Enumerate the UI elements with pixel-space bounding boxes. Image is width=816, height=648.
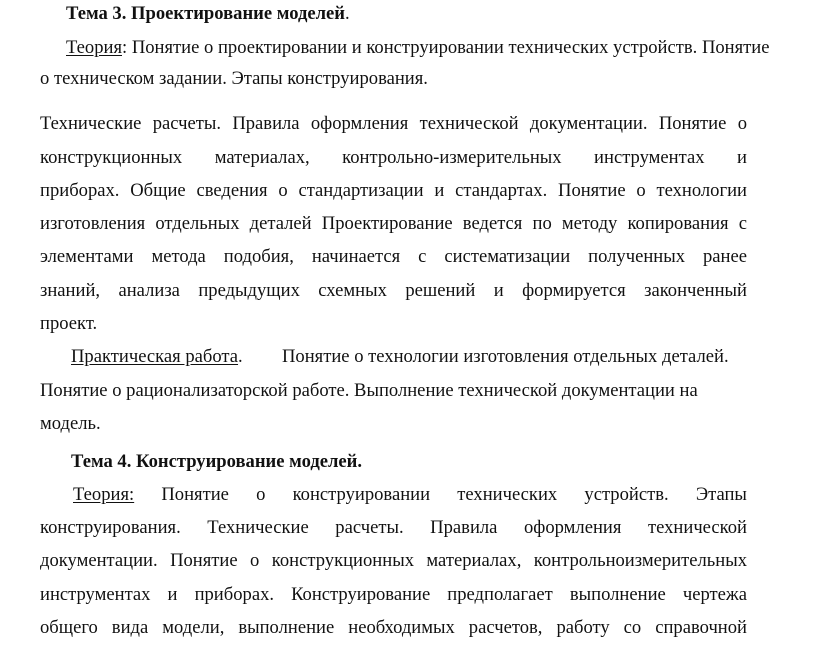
topic3-theory-text: Понятие о проектировании и конструировании технических устройств. Понятие	[127, 37, 770, 58]
topic4-body-line: документации. Понятие о конструкционных материалах, контрольноизмерительных	[40, 550, 747, 571]
topic3-heading-period: .	[345, 3, 350, 24]
topic4-heading: Тема 4. Конструирование моделей.	[71, 451, 363, 472]
topic3-body-line: элементами метода подобия, начинается с систематизации полученных ранее	[40, 246, 747, 267]
topic3-practice-dot: .	[238, 346, 243, 367]
topic4-theory-word: устройств.	[584, 484, 669, 505]
topic4-theory-word: Этапы	[695, 484, 747, 505]
topic3-body-line: знаний, анализа предыдущих схемных решений и формируется законченный	[40, 280, 747, 301]
topic3-practice-text: Понятие о технологии изготовления отдельных деталей.	[282, 346, 729, 367]
topic3-practice-label: Практическая работа	[71, 346, 239, 367]
topic3-body-line: Технические расчеты. Правила оформления технической документации. Понятие о	[40, 113, 747, 134]
topic4-theory-word: о	[256, 484, 266, 505]
topic4-theory-label: Теория:	[73, 484, 135, 505]
topic3-theory-label: Теория	[66, 37, 122, 58]
topic4-body-line: инструментах и приборах. Конструирование предполагает выполнение чертежа	[40, 584, 747, 605]
topic3-heading-line	[66, 3, 350, 25]
topic3-theory-line	[66, 37, 770, 59]
topic4-body-line: общего вида модели, выполнение необходимых расчетов, работу со справочной	[40, 617, 747, 638]
topic4-theory-line	[73, 484, 747, 506]
topic3-practice-line2: Понятие о рационализаторской работе. Выполнение технической документации на	[40, 380, 698, 401]
topic3-theory-line2: о техническом задании. Этапы конструирования.	[40, 68, 428, 89]
topic3-heading: Тема 3. Проектирование моделей	[66, 3, 346, 24]
topic3-practice-line3: модель.	[40, 413, 101, 434]
topic3-theory-colon: :	[122, 37, 128, 58]
topic3-body-line: конструкционных материалах, контрольно-измерительных инструментах и	[40, 147, 747, 168]
topic3-practice-line	[71, 346, 243, 368]
topic3-body-line: приборах. Общие сведения о стандартизации и стандартах. Понятие о технологии	[40, 180, 747, 201]
topic4-theory-word: технических	[457, 484, 558, 505]
topic3-body-line: изготовления отдельных деталей Проектирование ведется по методу копирования с	[40, 213, 747, 234]
topic4-theory-word: конструировании	[292, 484, 431, 505]
topic4-body-line: конструирования. Технические расчеты. Правила оформления технической	[40, 517, 747, 538]
topic3-body-line: проект.	[40, 313, 98, 334]
topic4-theory-word: Понятие	[161, 484, 229, 505]
